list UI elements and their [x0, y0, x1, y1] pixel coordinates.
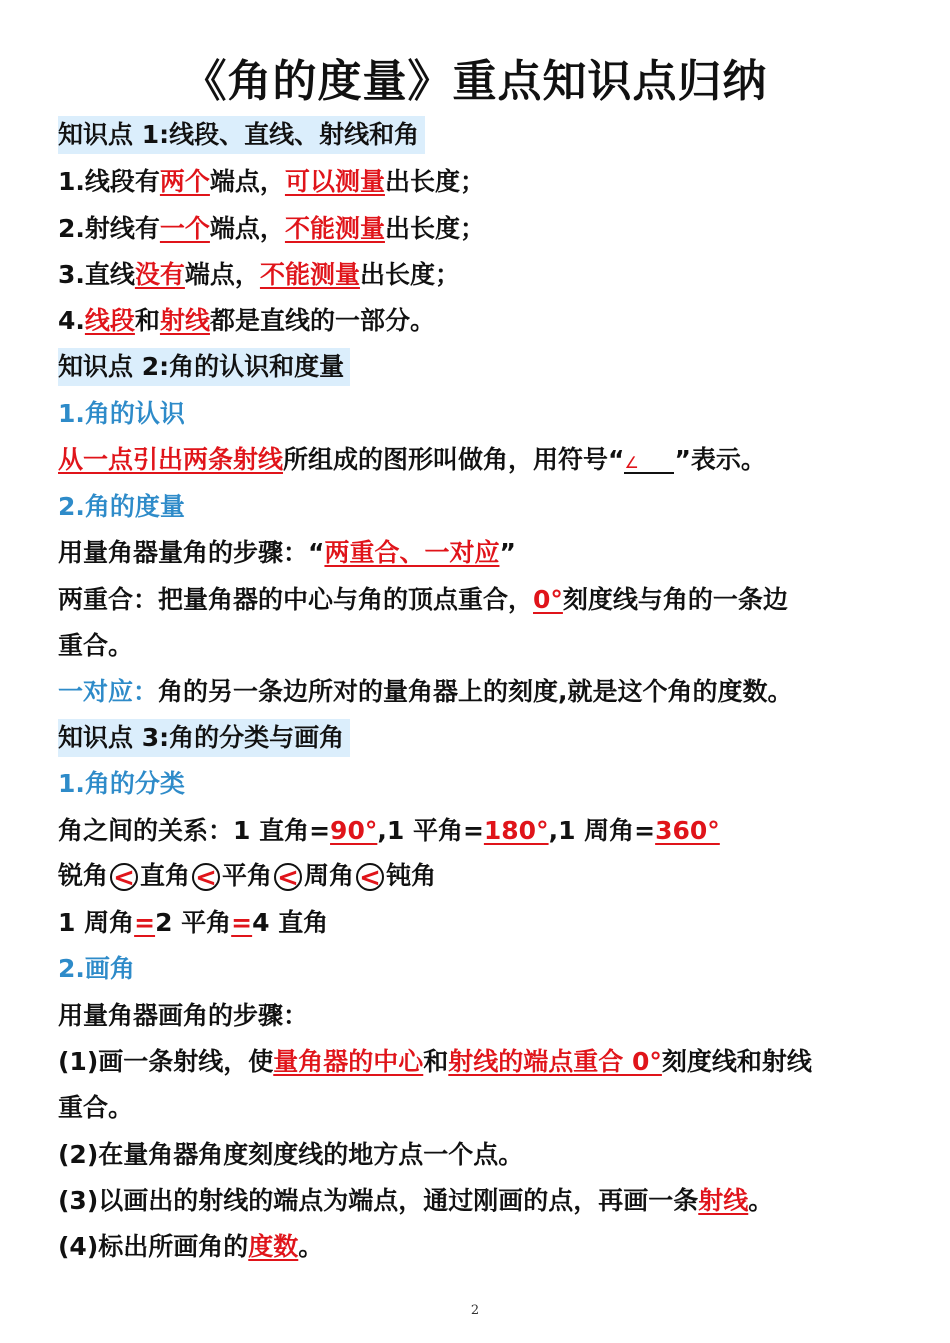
- subheading-angle-measure: 2.角的度量: [58, 492, 185, 521]
- answer-blank: 射线的端点重合 0°: [448, 1047, 662, 1076]
- angle-relations: 角之间的关系：1 直角=90°,1 平角=180°,1 周角=360°: [58, 816, 720, 845]
- subheading-draw-angle: 2.画角: [58, 954, 135, 983]
- answer-blank: 两个: [159, 167, 210, 196]
- answer-blank: 两重合、一对应: [324, 538, 500, 567]
- draw-step-1: (1)画一条射线，使量角器的中心和射线的端点重合 0°刻度线和射线: [58, 1047, 812, 1076]
- draw-step-4: (4)标出所画角的度数。: [58, 1232, 324, 1261]
- draw-step-3: (3)以画出的射线的端点为端点，通过刚画的点，再画一条射线。: [58, 1186, 774, 1215]
- kp1-line-3: 3.直线没有端点，不能测量出长度；: [58, 260, 460, 289]
- section-heading-3: 知识点 3:角的分类与画角: [58, 719, 350, 757]
- two-coincide-line-2: 重合。: [58, 631, 134, 660]
- less-than-circle: <: [110, 863, 138, 891]
- answer-blank: 不能测量: [284, 214, 385, 243]
- angle-equation: 1 周角=2 平角=4 直角: [58, 908, 329, 937]
- page-title: 《角的度量》重点知识点归纳: [182, 56, 768, 107]
- two-coincide-line-1: 两重合：把量角器的中心与角的顶点重合，0°刻度线与角的一条边: [58, 585, 788, 614]
- answer-blank: 可以测量: [284, 167, 385, 196]
- answer-blank: 量角器的中心: [273, 1047, 424, 1076]
- answer-blank: 90°: [330, 816, 378, 845]
- draw-steps-title: 用量角器画角的步骤：: [58, 1001, 309, 1030]
- kp1-line-4: 4.线段和射线都是直线的一部分。: [58, 306, 435, 335]
- angle-order: 锐角 < 直角 < 平角 < 周角 < 钝角: [58, 861, 437, 893]
- answer-blank: 一个: [159, 214, 210, 243]
- answer-blank: =: [231, 908, 253, 937]
- answer-blank: 射线: [698, 1186, 749, 1215]
- draw-step-1-cont: 重合。: [58, 1093, 134, 1122]
- draw-step-2: (2)在量角器角度刻度线的地方点一个点。: [58, 1140, 524, 1169]
- subheading-angle-recognition: 1.角的认识: [58, 399, 185, 428]
- section-heading-2: 知识点 2:角的认识和度量: [58, 348, 350, 386]
- less-than-circle: <: [192, 863, 220, 891]
- answer-blank: 没有: [134, 260, 185, 289]
- answer-blank: 度数: [248, 1232, 299, 1261]
- measure-steps: 用量角器量角的步骤：“两重合、一对应”: [58, 538, 516, 567]
- answer-blank: 线段: [84, 306, 135, 335]
- section-heading-1: 知识点 1:线段、直线、射线和角: [58, 116, 425, 154]
- answer-blank: 射线: [159, 306, 210, 335]
- answer-blank: 从一点引出两条射线: [58, 445, 284, 474]
- less-than-circle: <: [356, 863, 384, 891]
- page-number: 2: [470, 1303, 480, 1318]
- angle-definition: 从一点引出两条射线所组成的图形叫做角，用符号“∠ ”表示。: [58, 445, 766, 474]
- answer-blank: 180°: [483, 816, 549, 845]
- answer-blank: 不能测量: [259, 260, 360, 289]
- less-than-circle: <: [274, 863, 302, 891]
- kp1-line-2: 2.射线有一个端点，不能测量出长度；: [58, 214, 485, 243]
- answer-blank: =: [134, 908, 156, 937]
- kp1-line-1: 1.线段有两个端点，可以测量出长度；: [58, 167, 485, 196]
- answer-blank: 360°: [655, 816, 720, 845]
- subheading-angle-classification: 1.角的分类: [58, 769, 185, 798]
- angle-symbol-blank: ∠: [624, 454, 674, 474]
- answer-blank: 0°: [533, 585, 563, 614]
- one-correspond: 一对应：角的另一条边所对的量角器上的刻度,就是这个角的度数。: [58, 677, 793, 706]
